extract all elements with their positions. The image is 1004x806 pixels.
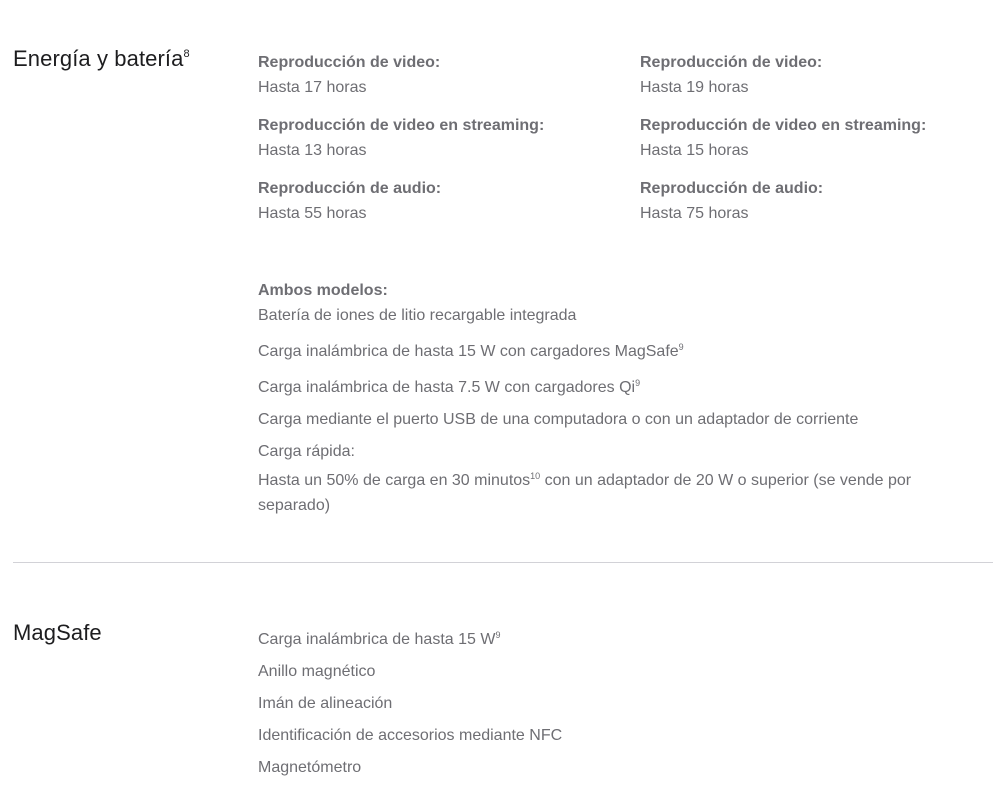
spec-value: Hasta 13 horas <box>258 142 367 159</box>
usb-charging: Carga mediante el puerto USB de una computadora o con un adaptador de corriente <box>258 411 859 428</box>
magsafe-magnetometer: Magnetómetro <box>258 759 362 776</box>
spec-video <box>258 50 618 100</box>
spec-audio <box>640 176 990 226</box>
both-models-label: Ambos modelos: <box>258 282 388 299</box>
spec-value: Hasta 15 horas <box>640 142 749 159</box>
fast-charge-text: Hasta un 50% de carga en 30 minutos$^{10}$ con un adaptador de 20 W o superior (se vende por separado) <box>258 471 912 514</box>
magsafe-specs <box>258 623 978 787</box>
section-title-energy: Energía y batería$^8$ <box>13 46 190 71</box>
magsafe-magnet-ring: Anillo magnético <box>258 663 376 680</box>
magsafe-wireless-charging: Carga inalámbrica de hasta 15 $W^9$ <box>258 630 501 648</box>
magsafe-charging: Carga inalámbrica de hasta 15 W con cargadores MagSafe$^9$ <box>258 342 684 360</box>
spec-value: Hasta 17 horas <box>258 79 367 96</box>
magsafe-alignment-magnet: Imán de alineación <box>258 695 393 712</box>
spec-label: Reproducción de audio: <box>258 180 442 197</box>
spec-label: Reproducción de video: <box>640 54 823 71</box>
spec-audio <box>258 176 618 226</box>
qi-charging: Carga inalámbrica de hasta 7.5 W con cargadores Qi$^9$ <box>258 378 641 396</box>
spec-streaming <box>258 113 618 163</box>
section-title-magsafe: MagSafe <box>13 620 102 645</box>
fast-charge-label: Carga rápida: <box>258 443 355 460</box>
footnote-9[interactable]: 9 <box>635 378 641 388</box>
spec-label: Reproducción de video en streaming: <box>258 117 545 134</box>
spec-label: Reproducción de video en streaming: <box>640 117 927 134</box>
footnote-8[interactable]: 8 <box>183 48 190 60</box>
spec-label: Reproducción de audio: <box>640 180 824 197</box>
spec-video <box>640 50 990 100</box>
both-models-specs <box>258 278 978 518</box>
spec-value: Hasta 19 horas <box>640 79 749 96</box>
footnote-9[interactable]: 9 <box>678 342 684 352</box>
footnote-9[interactable]: 9 <box>495 630 501 640</box>
spec-value: Hasta 75 horas <box>640 205 749 222</box>
magsafe-nfc: Identificación de accesorios mediante NFC <box>258 727 563 744</box>
model-right-specs <box>640 50 990 239</box>
footnote-10[interactable]: 10 <box>530 471 541 481</box>
spec-label: Reproducción de video: <box>258 54 441 71</box>
model-left-specs <box>258 50 618 239</box>
spec-value: Hasta 55 horas <box>258 205 367 222</box>
battery-type: Batería de iones de litio recargable integrada <box>258 307 577 324</box>
section-divider <box>13 562 993 563</box>
spec-streaming <box>640 113 990 163</box>
